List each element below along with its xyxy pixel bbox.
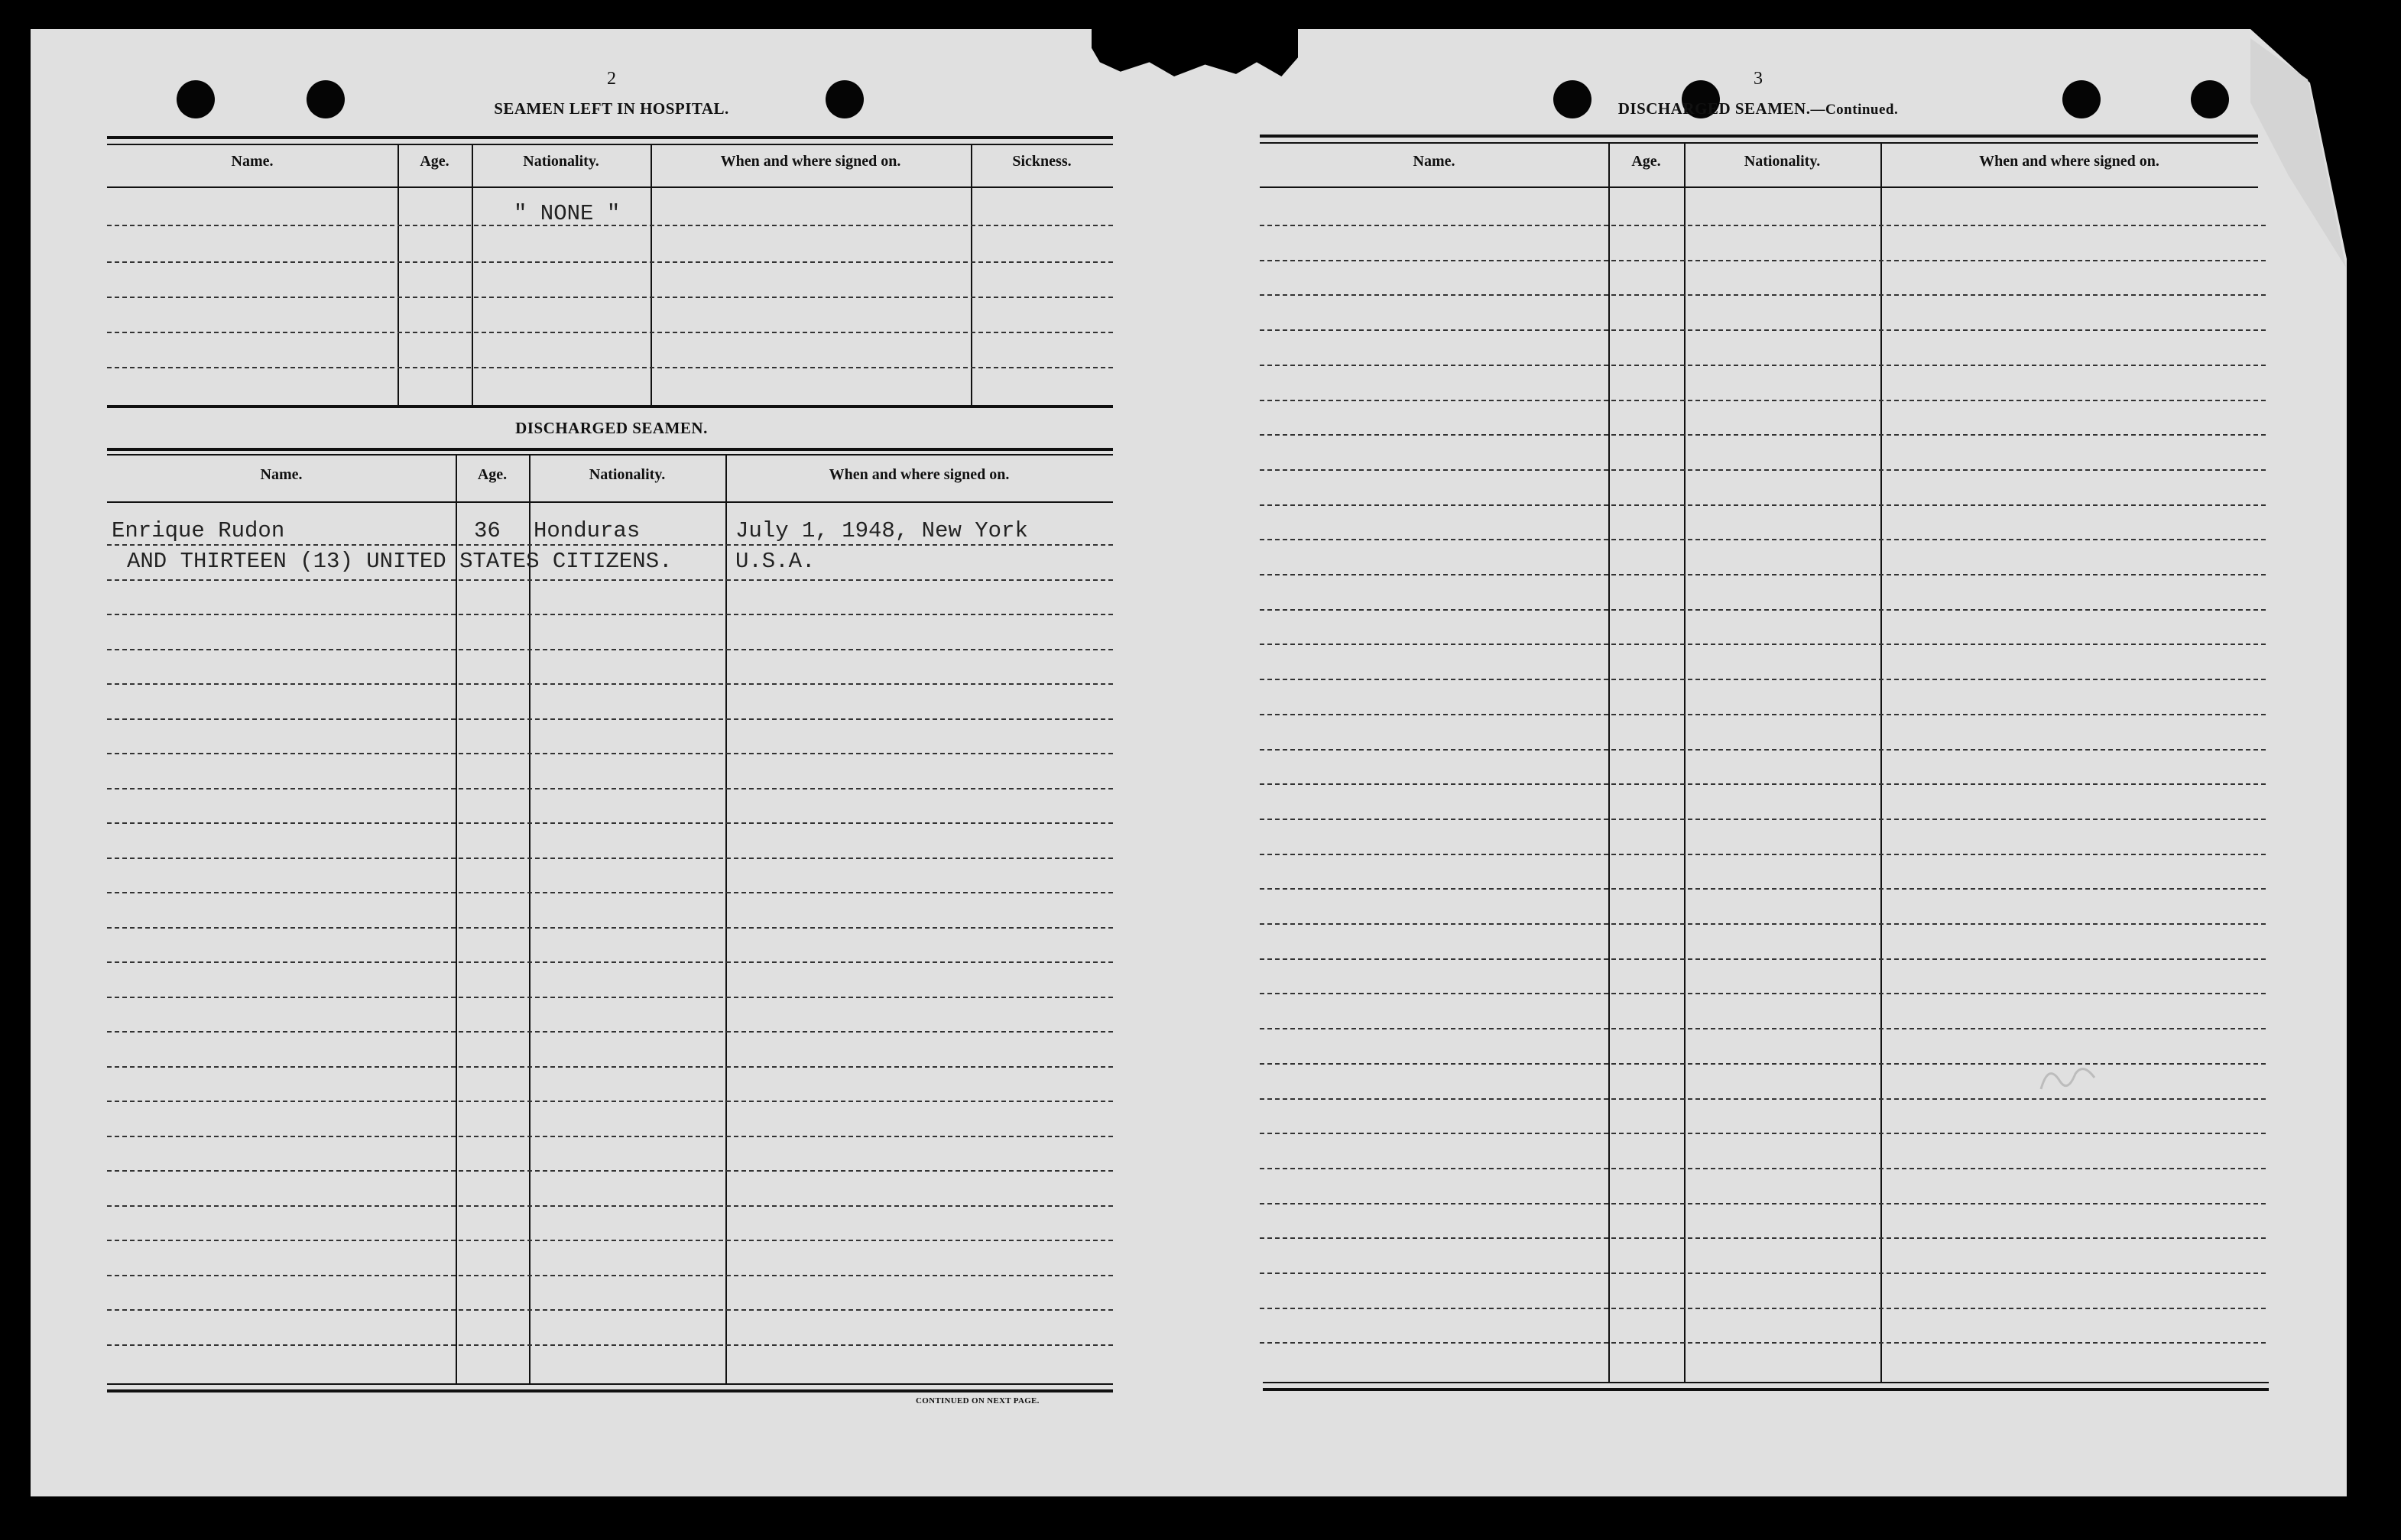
ruled-line xyxy=(107,367,1113,368)
punch-hole xyxy=(177,80,215,118)
ruled-line xyxy=(1260,469,2266,471)
ruled-line xyxy=(1260,644,2266,645)
ruled-line xyxy=(107,1066,1113,1068)
ruled-line xyxy=(107,1309,1113,1311)
ruled-line xyxy=(1260,1273,2266,1274)
seaman-nationality: Honduras xyxy=(534,518,641,543)
ruled-line xyxy=(107,892,1113,893)
table-rule xyxy=(1263,1382,2269,1383)
ledger-sheet xyxy=(31,29,2347,1496)
column-divider xyxy=(397,144,399,405)
column-divider xyxy=(1880,142,1882,1382)
right-col-age: Age. xyxy=(1631,153,1661,170)
hospital-section-title: SEAMEN LEFT IN HOSPITAL. xyxy=(494,99,729,118)
hospital-col-signed-on: When and where signed on. xyxy=(720,153,901,170)
hospital-entry-none: " NONE " xyxy=(514,201,621,226)
discharged-section-title: DISCHARGED SEAMEN. xyxy=(515,419,708,437)
table-rule xyxy=(107,136,1113,139)
ruled-line xyxy=(1260,783,2266,785)
ruled-line xyxy=(107,1101,1113,1102)
discharged-col-nationality: Nationality. xyxy=(589,466,666,483)
table-rule xyxy=(1260,135,2258,138)
ruled-line xyxy=(107,961,1113,963)
ruled-line xyxy=(1260,504,2266,506)
hospital-col-sickness: Sickness. xyxy=(1012,153,1072,170)
ruled-line xyxy=(107,718,1113,720)
remark-signed-on: U.S.A. xyxy=(735,549,816,574)
ruled-line xyxy=(1260,1063,2266,1065)
ruled-line xyxy=(1260,329,2266,331)
ruled-line xyxy=(107,1170,1113,1172)
ruled-line xyxy=(1260,1342,2266,1344)
continued-footer: CONTINUED ON NEXT PAGE. xyxy=(916,1396,1040,1405)
ruled-line xyxy=(1260,888,2266,890)
hospital-col-age: Age. xyxy=(420,153,449,170)
ruled-line xyxy=(1260,434,2266,436)
table-rule xyxy=(107,454,1113,456)
ruled-line xyxy=(107,1205,1113,1207)
table-rule xyxy=(1260,186,2258,188)
ruled-line xyxy=(107,858,1113,859)
ruled-line xyxy=(107,332,1113,333)
left-page-number: 2 xyxy=(607,69,616,89)
ruled-line xyxy=(1260,819,2266,820)
seaman-signed-on: July 1, 1948, New York xyxy=(735,518,1028,543)
ruled-line xyxy=(1260,1237,2266,1239)
table-rule xyxy=(1260,142,2258,144)
table-rule xyxy=(107,144,1113,145)
ruled-line xyxy=(107,1344,1113,1346)
seaman-age: 36 xyxy=(474,518,501,543)
right-col-nationality: Nationality. xyxy=(1744,153,1821,170)
seaman-name: Enrique Rudon xyxy=(112,518,285,543)
ruled-line xyxy=(1260,400,2266,401)
crew-remark: AND THIRTEEN (13) UNITED STATES CITIZENS. xyxy=(127,549,673,574)
table-rule xyxy=(107,405,1113,408)
ruled-line xyxy=(1260,574,2266,575)
right-title-main: DISCHARGED SEAMEN. xyxy=(1617,99,1811,118)
right-title-suffix: —Continued. xyxy=(1810,102,1899,118)
ruled-line xyxy=(1260,679,2266,680)
punch-hole xyxy=(2062,80,2101,118)
right-col-name: Name. xyxy=(1413,153,1455,170)
ruled-line xyxy=(107,544,1113,546)
hospital-col-name: Name. xyxy=(231,153,274,170)
ruled-line xyxy=(107,649,1113,650)
right-page-number: 3 xyxy=(1754,69,1763,89)
punch-hole xyxy=(2191,80,2229,118)
hospital-col-nationality: Nationality. xyxy=(523,153,599,170)
column-divider xyxy=(472,144,473,405)
punch-hole xyxy=(307,80,345,118)
ruled-line xyxy=(1260,854,2266,855)
table-rule xyxy=(107,186,1113,188)
ruled-line xyxy=(1260,294,2266,296)
ruled-line xyxy=(107,822,1113,824)
discharged-col-age: Age. xyxy=(477,466,508,483)
ruled-line xyxy=(1260,923,2266,925)
column-divider xyxy=(456,454,457,1383)
faint-pencil-mark xyxy=(2033,1059,2110,1097)
column-divider xyxy=(651,144,652,405)
table-rule xyxy=(107,1389,1113,1392)
ruled-line xyxy=(1260,1308,2266,1309)
ruled-line xyxy=(1260,958,2266,960)
ruled-line xyxy=(107,1136,1113,1137)
ruled-line xyxy=(1260,539,2266,540)
ruled-line xyxy=(1260,1133,2266,1134)
ruled-line xyxy=(1260,993,2266,994)
ruled-line xyxy=(107,997,1113,998)
table-rule xyxy=(107,1383,1113,1385)
ruled-line xyxy=(1260,1203,2266,1204)
table-rule xyxy=(1263,1388,2269,1391)
table-rule xyxy=(107,448,1113,451)
ruled-line xyxy=(1260,225,2266,226)
table-rule xyxy=(107,501,1113,503)
ruled-line xyxy=(1260,749,2266,751)
discharged-col-signed-on: When and where signed on. xyxy=(829,466,1010,483)
right-section-title xyxy=(1575,99,1942,118)
ruled-line xyxy=(107,1240,1113,1241)
ruled-line xyxy=(1260,1168,2266,1169)
column-divider xyxy=(971,144,972,405)
ruled-line xyxy=(107,927,1113,929)
column-divider xyxy=(529,454,530,1383)
ruled-line xyxy=(107,753,1113,754)
column-divider xyxy=(1608,142,1610,1382)
ruled-line xyxy=(107,683,1113,685)
ruled-line xyxy=(107,788,1113,789)
ruled-line xyxy=(1260,365,2266,366)
ruled-line xyxy=(107,297,1113,298)
column-divider xyxy=(1684,142,1686,1382)
ruled-line xyxy=(107,579,1113,581)
ruled-line xyxy=(107,1031,1113,1033)
ruled-line xyxy=(1260,1098,2266,1100)
ruled-line xyxy=(1260,1028,2266,1029)
ruled-line xyxy=(1260,609,2266,611)
right-col-signed-on: When and where signed on. xyxy=(1979,153,2159,170)
ruled-line xyxy=(1260,714,2266,715)
ruled-line xyxy=(107,261,1113,263)
ruled-line xyxy=(107,1275,1113,1276)
discharged-col-name: Name. xyxy=(260,466,303,483)
ruled-line xyxy=(1260,260,2266,261)
punch-hole xyxy=(826,80,864,118)
ruled-line xyxy=(107,614,1113,615)
column-divider xyxy=(725,454,727,1383)
